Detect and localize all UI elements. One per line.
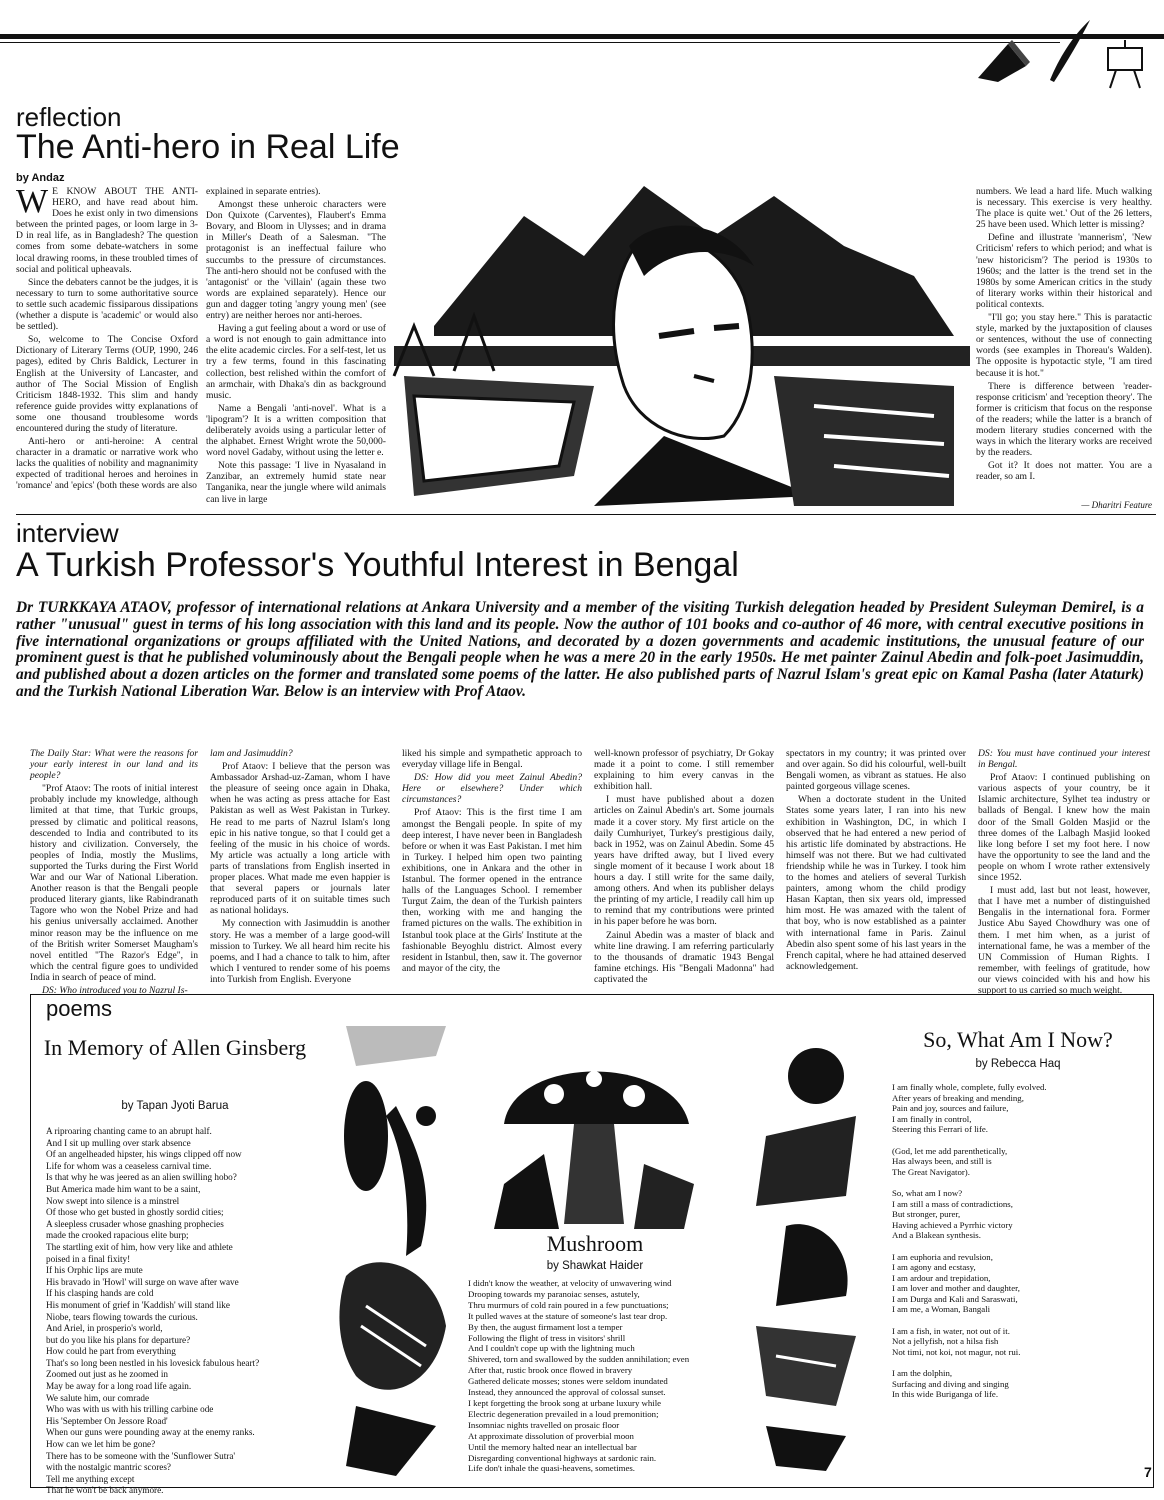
paragraph: Name a Bengali 'anti-novel'. What is a 'lipogram'? It is a written composition that deliberately avoids using a particular letter of the alphabet. Ernest Wright wrote the 50,000-word novel Gadaby, without using the letter e. bbox=[206, 402, 386, 459]
answer: Prof Ataov: I believe that the person was Ambassador Arshad-uz-Zaman, whom I have the pleasure of seeing once again in Dhaka, when he was acting as press attache for East Pakistan as well as West Pakistan in Turkey. He read to me parts of Nazrul Islam's long epic in his native tongue, so that I could get a feeling of the music in his choice of words. My article was actually a long article with parts of translations from English inserted in proper places. What made me even happier is that several papers or journals later reproduced parts of it on suitable times such as national holidays. bbox=[210, 761, 390, 917]
quill-icon bbox=[1050, 20, 1090, 82]
answer: My connection with Jasimuddin is another story. He was a member of a large good-will mission to Turkey. We all heard him recite his poems, and I had a chance to talk to him, after which I ventured to render some of his poems into Turkish from English. Everyone bbox=[210, 918, 390, 985]
section-label-poems: poems bbox=[46, 996, 113, 1021]
easel-icon bbox=[1108, 40, 1142, 88]
poem-text-what-am-i: I am finally whole, complete, fully evolved. After years of breaking and mending, Pain and joy, sources and failure, I am finally in control, Steering this Ferrari of life. (God, let me add parenthetically, Has always been, and still is The Great Navigator). So, what am I now? I am still a mass of contradictions, But stronger, purer, Having achieved a Pyrrhic victory And a Blakean synthesis. I am euphoria and revulsion, I am agony and ecstasy, I am ardour and trepidation, I am lover and mother and daughter, I am Durga and Kali and Saraswati, I am me, a Woman, Bangali I am a fish, in water, not out of it. Not a jellyfish, not a hilsa fish Not timi, not koi, not magur, not rui. I am the dolphin, Surfacing and diving and singing In this wide Buriganga of life. bbox=[892, 1082, 1047, 1400]
answer: I must have published about a dozen articles on Zainul Abedin's art. Some journals made it a cover story. My first article on the daily Cumhuriyet, Turkey's prestigious daily, back in 1952, was on Zainul Abedin. Some 45 years have drifted away, but I lived every single moment of it because I work about 18 hours a day. I still write for the same daily, among others. And when its publisher delays the printing of my article, I readily call him up to remind that my contributions were printed in his paper before he was born. bbox=[594, 794, 774, 928]
interview-column-4 bbox=[594, 748, 774, 990]
paragraph: Got it? It does not matter. You are a reader, so am I. bbox=[976, 460, 1152, 483]
answer: Zainul Abedin was a master of black and white line drawing. I am referring particularly to the thousands of dramatic 1943 Bengal famine etchings. His "Bengali Madonna" had captivated the bbox=[594, 929, 774, 985]
poem-byline-what-am-i: by Rebecca Haq bbox=[975, 1058, 1061, 1070]
page-number: 7 bbox=[1144, 1464, 1152, 1480]
paragraph: Define and illustrate 'mannerism', 'New Criticism' refers to which period; and what is 'new historicism'? The period is 1930s to 1960s; and the latter is the trend set in the 1980s by some American critics in the study of literary works within their historical and political contexts. bbox=[976, 232, 1152, 310]
answer: spectators in my country; it was printed over and over again. So did his colourful, well-built Bengali women, as vibrant as statues. He also painted gorgeous village scenes. bbox=[786, 748, 966, 793]
answer: "Prof Ataov: The roots of initial interest probably include my knowledge, although limited at that time, that Turkic groups, pressed by climatic and political reasons, descended to India and contributed to its history and civilization. Conversely, the peoples of India, mostly the Muslims, supported the Turks during the First World War and our War of National Liberation. Another reason is that the Bengali people produced literary giants, like Rabindranath Tagore who won the Nobel Prize and had his genius universally acclaimed. Another minor reason may be the influence on me of the British writer Somerset Maugham's novel entitled "The Razor's Edge", in which the central figure goes to undivided India in search of peace of mind. bbox=[30, 783, 198, 983]
poem-title-mushroom: Mushroom bbox=[546, 1231, 644, 1256]
paragraph: explained in separate entries). bbox=[206, 186, 321, 197]
answer: When a doctorate student in the United States some years later, I ran into his new exhibition in Washington, DC, in which I observed that he had entered a new period of his artistic life dominated by abstractions. He himself was not there. But we had cultivated friendship while he was in Turkey. I took him to the homes and ateliers of several Turkish painters, among whom the child prodigy Hasan Kaptan, then six years old, impressed him most. He was amazed with the talent of that boy, who is now established as a painter with international fame in Paris. Zainul Abedin also spent some of his last years in the French capital, where he had attained deserved acknowledgement. bbox=[786, 794, 966, 972]
anti-hero-illustration bbox=[394, 176, 970, 508]
question: The Daily Star: What were the reasons for your early interest in our land and its people? bbox=[30, 748, 198, 782]
feature-credit: — Dharitri Feature bbox=[1081, 500, 1152, 510]
byline-reflection: by Andaz bbox=[16, 172, 65, 184]
paragraph: numbers. We lead a hard life. Much walking is necessary. This exercise is very healthy. The place is quite wet.' Out of the 26 letters, 25 have been used. Which letter is missing? bbox=[976, 186, 1152, 231]
mushroom-illustration bbox=[484, 1024, 704, 1234]
interview-column-1 bbox=[30, 748, 198, 996]
interview-column-3 bbox=[402, 748, 582, 990]
answer: liked his simple and sympathetic approach to everyday village life in Bengal. bbox=[402, 748, 582, 771]
answer: Prof Ataov: I continued publishing on various aspects of your country, be it Islamic architecture, Sylhet tea industry or ballads of Bengal. I knew how the main door of the Small Golden Masjid or the three domes of the Lalbagh Masjid looked like long before I set my foot here. I now have the opportunity to see the land and the people on whom I wrote rather extensively since 1952. bbox=[978, 772, 1150, 884]
poem-byline-mushroom: by Shawkat Haider bbox=[546, 1260, 644, 1272]
poem-title-what-am-i: So, What Am I Now? bbox=[923, 1027, 1113, 1052]
floral-illustration-left bbox=[326, 1026, 466, 1476]
interview-intro: Dr TURKKAYA ATAOV, professor of international relations at Ankara University and a member of the visiting Turkish delegation headed by President Suleyman Demirel, is a rather "unusual" guest in terms of his long association with this land and its people. Now the author of 101 books and co-author of 46 more, with central executive positions in five international organizations or groups affiliated with the United Nations, and decorated by a dozen governments and academic institutions, the unusual feature of our prominent guest is that he published voluminously about the Bengali people when he was a mere 20 in the early 1950s. He met painter Zainul Abedin and folk-poet Jasimuddin, and published about a dozen articles on the former and translated some poems of the latter. He also published parts of Nazrul Islam's great epic on Kamal Pasha (later Ataturk) and the Turkish National Liberation War. Below is an interview with Prof Ataov. bbox=[16, 599, 1144, 700]
question: DS: Who introduced you to Nazrul Is- bbox=[42, 984, 188, 996]
poem-title-ginsberg: In Memory of Allen Ginsberg bbox=[43, 1035, 307, 1060]
reflection-column-3 bbox=[976, 186, 1152, 498]
interview-column-6 bbox=[978, 748, 1150, 996]
interview-column-5 bbox=[786, 748, 966, 990]
interview-column-2 bbox=[210, 748, 390, 990]
headline-interview: A Turkish Professor's Youthful Interest in Bengal bbox=[16, 546, 739, 584]
answer: well-known professor of psychiatry, Dr Gokay made it a point to come. I still remember explaining to him every canvas in the exhibition hall. bbox=[594, 748, 774, 793]
reflection-column-2 bbox=[206, 186, 386, 512]
paragraph: Since the debaters cannot be the judges, it is necessary to turn to some authoritative source to settle such academic fissiparous dissipations (whether a dispute is 'academic' or would also be settled). bbox=[16, 276, 198, 333]
paragraph: There is difference between 'reader-response criticism' and 'reception theory'. The former is criticism that focus on the response of the readers; while the latter is a branch of modern literary studies concerned with the ways in which the literary works are received by the readers. bbox=[976, 380, 1152, 459]
poem-text-mushroom: I didn't know the weather, at velocity of unwavering wind Drooping towards my paranoiac senses, astutely, Thru murmurs of cold rain poured in a few punctuations; It pulled waves at the stature of someone's last tear drop. By then, the august firmament lost a temper Following the flight of tress in visitors' shrill And I couldn't cope up with the lightning much Shivered, torn and swallowed by the sudden annihilation; even After that, rustic brook once flowed in bravery Gathered delicate mosses; stones were seldom inundated Instead, they announced the approval of colossal sunset. I kept forgetting the brook song at urbane luxury while Electric degeneration prevailed in a loud premonition; Insomniac nights travelled on prosaic floor At approximate dissolution of proverbial moon Until the memory halted near an intellectual bar Disregarding conventional highways at sardonic rain. Life don't inhale the quasi-heavens, sometimes. bbox=[468, 1278, 690, 1474]
paragraph: "I'll go; you stay here." This is paratactic style, marked by the juxtaposition of clauses or sentences, without the use of connecting words (see examples in Thoreau's Walden). The opposite is hypotactic style, "I am tired because it is hot." bbox=[976, 312, 1152, 379]
headline-reflection: The Anti-hero in Real Life bbox=[16, 128, 400, 166]
answer: Prof Ataov: This is the first time I am amongst the Bengali people. In spite of my deep interest, I have never been in Bangladesh before or when it was East Pakistan. I met him in Turkey. I helped him open two painting exhibitions, one in Ankara and the other in Istanbul. The former opened in the entrance halls of the Languages School. I remember Turgut Zaim, the dean of the Turkish painters then, working with me and hanging the framed pictures on the walls. The exhibition in Istanbul took place at the Girls' Institute at the fashionable Beyoghlu district. Almost every resident in Istanbul, then, saw it. The governor and mayor of the city, the bbox=[402, 807, 582, 974]
drop-cap: W bbox=[16, 183, 49, 220]
section-label-interview: interview bbox=[16, 518, 119, 548]
paragraph: Having a gut feeling about a word or use of a word is not enough to gain admittance into the elite academic circles. For a self-test, let us try a few terms, found in this fascinating collection, best relished within the comfort of an armchair, with Dhaka's din as background music. bbox=[206, 323, 386, 401]
paragraph: Amongst these unheroic characters were Don Quixote (Carventes), Flaubert's Emma Bovary, and Bloom in Ulysses; and in drama in Miller's Death of a Salesman. "The protagonist is an ineffectual failure who succumbs to the pressure of circumstances. The anti-hero should not be confused with the 'antagonist' or the 'villain' (again these two words are explained separately). Hence our gun and dagger toting 'angry young men' (see entry) are neither heroes nor anti-heroes. bbox=[206, 199, 386, 322]
question: lam and Jasimuddin? bbox=[210, 748, 293, 759]
book-icon bbox=[978, 40, 1030, 82]
paragraph: Note this passage: 'I live in Nyasaland in Zanzibar, an extremely humid state near Tanganika, near the jungle where wild animals can live in large bbox=[206, 460, 386, 505]
paragraph: E KNOW ABOUT THE ANTI-HERO, and have read about him. Does he exist only in two dimensions between the printed pages, or loom large in 3-D in real life, as in Bangladesh? The question comes from some debate-watchers in some local drawing rooms, in these troubled times of social and political upheavals. bbox=[16, 186, 198, 275]
answer: I must add, last but not least, however, that I have met a number of distinguished Bengalis in the international fora. Former Justice Abu Sayed Chowdhury was one of them. I met him when, as a jurist of international fame, he was a member of the UN Commission of Human Rights. I remember, with feelings of gratitude, how our views coincided with his and how his support to us carried so much weight. bbox=[978, 885, 1150, 996]
section-label-reflection: reflection bbox=[16, 102, 122, 132]
top-rule-thin bbox=[0, 42, 1060, 43]
reflection-column-1 bbox=[16, 183, 198, 512]
paragraph: So, welcome to The Concise Oxford Dictionary of Literary Terms (OUP, 1990, 246 pages), edited by Chris Baldick, Lecturer in English at the University of Lancaster, and author of The Social Mission of English Criticism 1848-1932. This slim and handy reference guide provides witty explanations of some one thousand troublesome words encountered during the study of literature. bbox=[16, 334, 198, 434]
abstract-illustration-right bbox=[736, 1026, 876, 1476]
question: DS: You must have continued your interest in Bengal. bbox=[978, 748, 1150, 771]
arts-icons bbox=[968, 10, 1158, 90]
section-divider bbox=[16, 514, 1156, 515]
paragraph: Anti-hero or anti-heroine: A central character in a dramatic or narrative work who lacks the qualities of nobility and magnanimity expected of traditional heroes and heroines in 'romance' and 'epics' (both these words are also bbox=[16, 436, 198, 492]
poem-text-ginsberg: A riproaring chanting came to an abrupt half. And I sit up mulling over stark absence Of an angelheaded hipster, his wings clipped off now Life for whom was a ceaseless carnival time. Is that why he was jeered as an alien swilling hobo? But America made him want to be a saint, Now swept into silence is a minstrel Of those who get busted in ghostly sordid cities; A sleepless crusader whose gnashing prophecies made the crooked rapacious elite burp; The startling exit of him, how very like and athlete poised in a final fixity! If his Orphic lips are mute His bravado in 'Howl' will surge on wave after wave If his clasping hands are cold His monument of grief in 'Kaddish' will stand like Niobe, tears flowing towards the curious. And Ariel, in prosperio's world, but do you like his plans for departure? How could he part from everything That's so long been nestled in his lovesick fabulous heart? Zoomed out just as he zoomed in May be away for a long road life again. We salute him, our comrade Who was with us with his trilling carbine ode His 'September On Jessore Road' When our guns were pounding away at the enemy ranks. How can we let him be gone? There has to be someone with the 'Sunflower Sutra' with the nostalgic mantric scores? Tell me anything except That he won't be back anymore. bbox=[46, 1126, 260, 1496]
poem-byline-ginsberg: by Tapan Jyoti Barua bbox=[121, 1100, 229, 1112]
question: DS: How did you meet Zainul Abedin? Here or elsewhere? Under which circumstances? bbox=[402, 772, 582, 806]
